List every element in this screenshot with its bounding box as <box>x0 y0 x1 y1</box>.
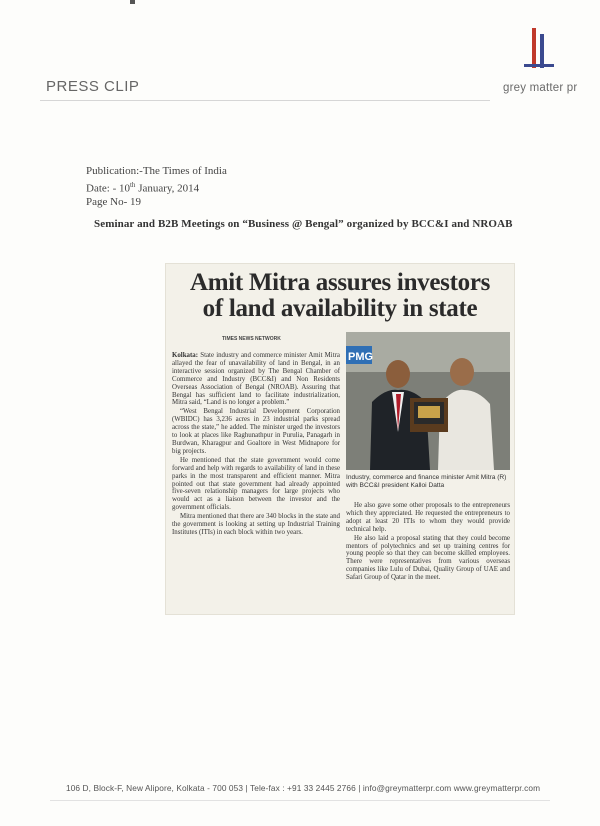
publication-line: Publication:-The Times of India <box>86 165 227 177</box>
article-column-1 <box>172 352 340 538</box>
headline-line-2: of land availability in state <box>202 295 478 322</box>
article-column-2 <box>346 502 510 583</box>
article-byline: TIMES NEWS NETWORK <box>222 336 281 342</box>
paragraph: “West Bengal Industrial Development Corporation (WBIDC) has 3,236 acres in 23 industrial parks spread across the state,” he added. The minister urged the investors to look at places like Raghunathpur in Purulia, Panagarh in Burdwan, Kharagpur and Goaltore in West Midnapore for big projects. <box>172 408 340 455</box>
footer-divider <box>50 800 550 801</box>
article-headline <box>166 270 514 322</box>
paragraph: He also laid a proposal stating that they could become mentors of polytechnics and set up training centres for young people so that they can become skilled employees. There were representatives from various overseas companies like Lulu of Dubai, Quality Group of UAE and Safari Group of Qatar in the meet. <box>346 534 510 582</box>
logo-blue-bar <box>540 34 544 68</box>
logo-red-bar <box>532 28 536 68</box>
photo-illustration <box>346 332 510 470</box>
photo-caption: Industry, commerce and finance minister Amit Mitra (R) with BCC&I president Kalloi Datta <box>346 474 507 489</box>
headline-line-1: Amit Mitra assures investors <box>189 269 491 296</box>
paragraph: He mentioned that the state government would come forward and help with regards to availability of land in these parks in the most transparent and efficient manner. Mitra pointed out that state government had already appointed five-seven relationship managers for large projects who would act as a liaison between the investor and the government officials. <box>172 456 340 512</box>
page-line: Page No- 19 <box>86 195 141 208</box>
photo-banner-text: PMG <box>348 351 374 363</box>
paragraph: Mitra mentioned that there are 340 blocks in the state and the government is looking at setting up Industrial Training Institutes (ITIs) in each block within two years. <box>172 513 340 536</box>
paragraph <box>172 352 340 407</box>
date-line <box>86 179 227 196</box>
footer-contact: 106 D, Block-F, New Alipore, Kolkata - 700 053 | Tele-fax : +91 33 2445 2766 | info@greymatterpr.com www.greymatterpr.com <box>66 783 541 793</box>
logo-text: grey matter pr <box>503 82 578 94</box>
dateline: Kolkata: <box>172 352 199 359</box>
header-divider <box>40 100 490 101</box>
scan-mark <box>130 0 135 4</box>
seminar-title: Seminar and B2B Meetings on “Business @ Bengal” organized by BCC&I and NROAB <box>94 218 513 230</box>
logo-base-bar <box>524 64 554 67</box>
date-ordinal: th <box>129 180 136 189</box>
paragraph-text: State industry and commerce minister Amit Mitra allayed the fear of unavailability of land in Bengal, in an interactive session organized by The Bengal Chamber of Commerce and Industry (BCC&I) and Non Residents Overseas Association of Bengal (NROAB). Assuring that Bengal has sufficient land to facilitate industrialization, Mitra said, “Land is no longer a problem.” <box>172 352 340 407</box>
paragraph: He also gave some other proposals to the entrepreneurs which they appreciated. He requested the entrepreneurs to adopt at least 20 ITIs to whom they would provide technical help. <box>346 502 510 533</box>
press-clip-label: PRESS CLIP <box>46 78 140 95</box>
date-suffix: January, 2014 <box>135 182 200 195</box>
grey-matter-logo-icon <box>522 28 556 74</box>
article-photo <box>346 332 510 470</box>
date-prefix: Date: - 10 <box>86 182 130 195</box>
publication-meta <box>86 165 227 209</box>
newspaper-clipping <box>166 264 514 614</box>
